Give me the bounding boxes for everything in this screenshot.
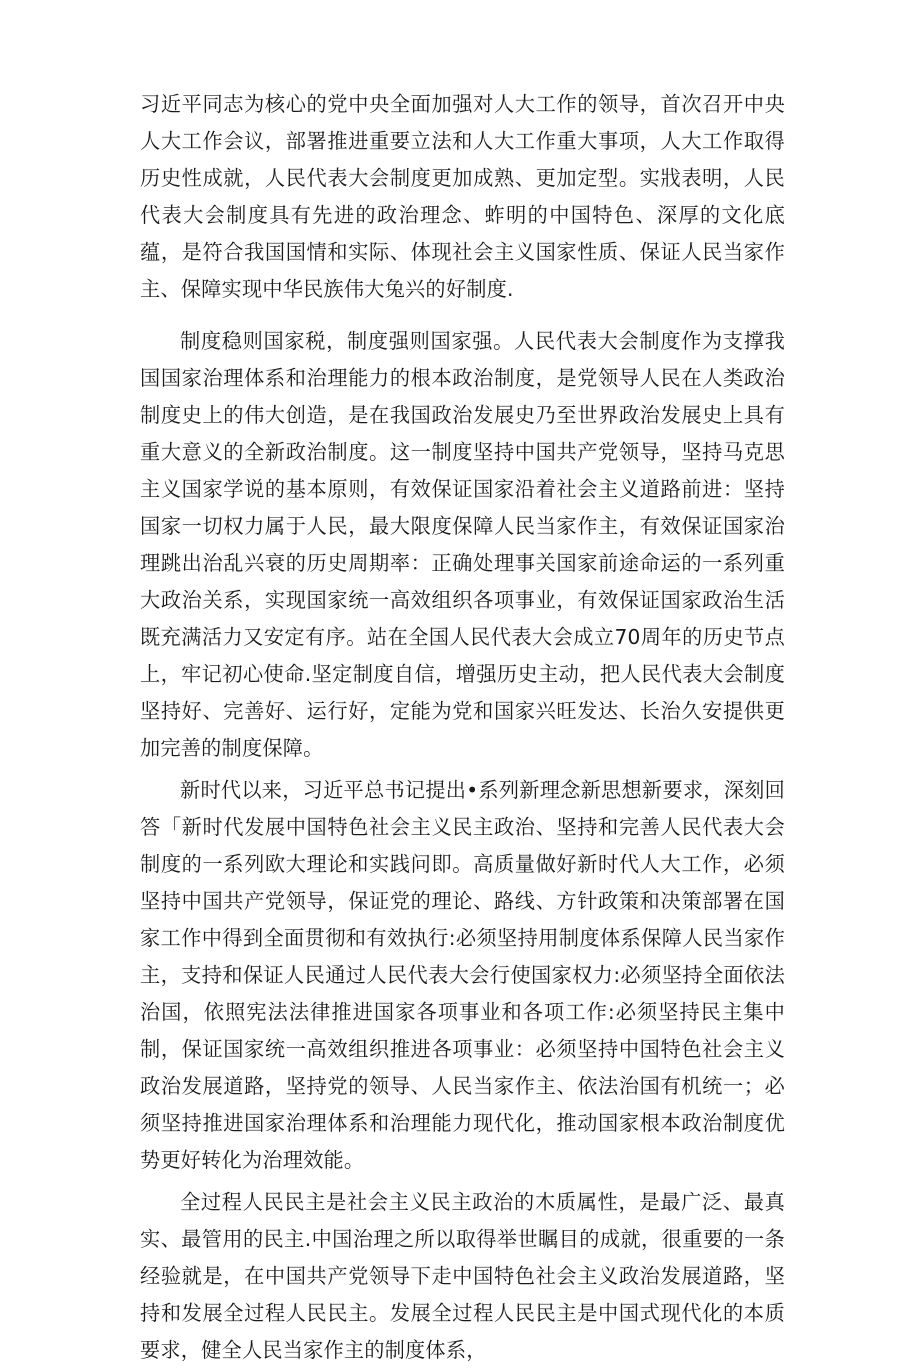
paragraph-1: 习近平同志为核心的党中央全面加强对人大工作的领导，首次召开中央人大工作会议，部署推进重要立法和人大工作重大事项，人大工作取得历史性成就，人民代表大会制度更加成熟、更加定型。实戕表明，人民代表大会制度具有先进的政治理念、蚱明的中国特色、深厚的文化底蕴，是符合我国国情和实际、体现社会主义国家性质、保证人民当家作主、保障实现中华民族伟大兔兴的好制度. bbox=[140, 92, 785, 301]
document-page bbox=[140, 86, 785, 1369]
paragraph-4: 全过程人民民主是社会主义民主政治的木质属性，是最广泛、最真实、最管用的民主.中国治理之所以取得举世瞩目的成就，很重要的一条经验就是，在中国共产党领导下走中国特色社会主义政治发展道路，坚持和发展全过程人民民主。发展全过程人民民主是中国式现代化的本质要求，健全人民当家作主的制度体系， bbox=[140, 1190, 785, 1362]
paragraph-3: 新时代以来，习近平总书记提出•系列新理念新思想新要求，深刻回答「新时代发展中国特色社会主义民主政治、坚持和完善人民代表大会制度的一系列欧大理论和实践问即。高质量做好新时代人大工作，必须坚持中国共产党领导，保证党的理论、路线、方针政策和决策部署在国家工作中得到全面贯彻和有效执行:必须坚持用制度体系保障人民当家作主，支持和保证人民通过人民代表大会行使国家权力:必须坚持全面依法治国，依照宪法法律推进国家各项事业和各项工作:必须坚持民主集中制，保证国家统一高效组织推进各项事业：必须坚持中国特色社会主义政治发展道路，坚持党的领导、人民当家作主、依法治国有机统一；必须坚持推进国家治理体系和治理能力现代化，推动国家根本政治制度优势更好转化为治理效能。 bbox=[140, 778, 785, 1172]
paragraph-2: 制度稳则国家税，制度强则国家强。人民代表大会制度作为支撑我国国家治理体系和治理能力的根本政治制度，是党领导人民在人类政治制度史上的伟大创造，是在我国政治发展史乃至世界政治发展史上具有重大意义的全新政治制度。这一制度坚持中国共产党领导，坚持马克思主义国家学说的基本原则，有效保证国家沿着社会主义道路前进：坚持国家一切权力属于人民，最大限度保障人民当家作主，有效保证国家治理跳出治乱兴衰的历史周期率：正确处理事关国家前途命运的一系列重大政治关系，实现国家统一高效组织各项事业，有效保证国家政治生活既充满活力又安定有序。站在全国人民代表大会成立70周年的历史节点上，牢记初心使命.坚定制度自信，增强历史主动，把人民代表大会制度坚持好、完善好、运行好，定能为党和国家兴旺发达、长治久安提供更加完善的制度保障。 bbox=[140, 329, 785, 760]
